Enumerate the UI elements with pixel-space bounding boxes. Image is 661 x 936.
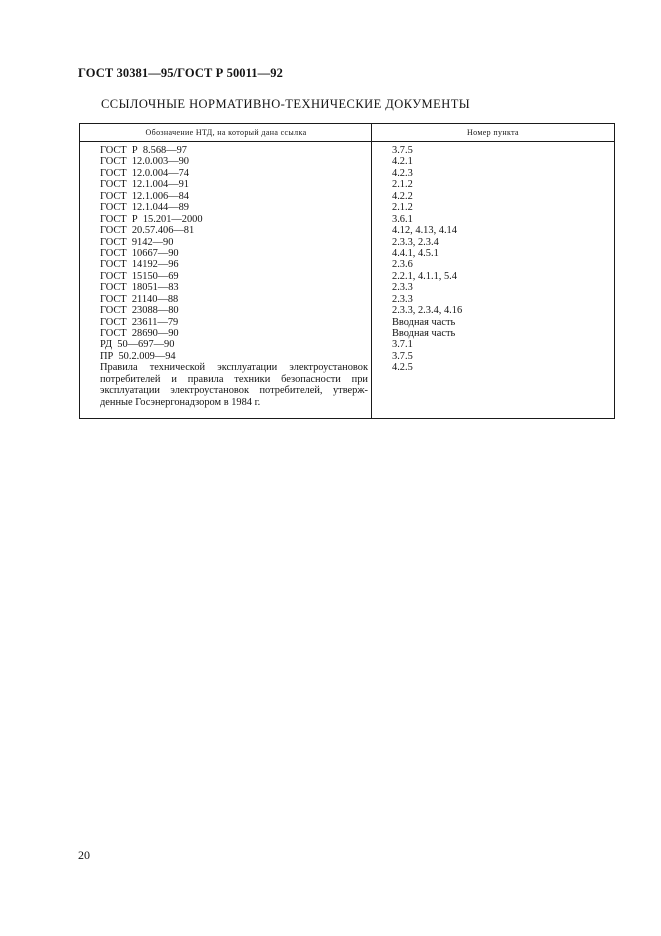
table-row-clause: 4.2.1 bbox=[392, 156, 413, 168]
table-row-document: ГОСТ Р 8.568—97 bbox=[100, 145, 187, 156]
column-divider bbox=[371, 124, 372, 418]
table-row-document: ГОСТ 23611—79 bbox=[100, 316, 179, 328]
table-row-clause: 2.3.6 bbox=[392, 259, 413, 271]
table-row-clause: 3.6.1 bbox=[392, 213, 413, 225]
table-header bbox=[80, 124, 614, 142]
note-line: Правила технической эксплуатации электроустановок bbox=[100, 362, 368, 374]
table-row-clause: 2.3.3, 2.3.4 bbox=[392, 236, 439, 248]
table-row-document: ГОСТ 28690—90 bbox=[100, 328, 179, 339]
note-line: эксплуатации электроустановок потребителей, утверж- bbox=[100, 385, 368, 397]
section-title: ССЫЛОЧНЫЕ НОРМАТИВНО-ТЕХНИЧЕСКИЕ ДОКУМЕНТЫ bbox=[101, 97, 471, 111]
table-row-document: ГОСТ 12.1.044—89 bbox=[100, 202, 190, 214]
table-row-document: ГОСТ 20.57.406—81 bbox=[100, 225, 195, 237]
table-row-document: ГОСТ 12.1.004—91 bbox=[100, 179, 190, 191]
table-row-clause: 4.2.2 bbox=[392, 190, 413, 202]
table-row-document: ПР 50.2.009—94 bbox=[100, 350, 176, 362]
table-row-clause: 4.4.1, 4.5.1 bbox=[392, 247, 439, 259]
table-row-clause: 2.1.2 bbox=[392, 179, 413, 191]
page-number: 20 bbox=[78, 848, 90, 862]
table-row-clause: Вводная часть bbox=[392, 316, 456, 328]
references-table bbox=[79, 123, 615, 419]
table-row-clause: 4.12, 4.13, 4.14 bbox=[392, 225, 457, 237]
table-row-document: ГОСТ 21140—88 bbox=[100, 293, 179, 305]
table-row-clause: 3.7.5 bbox=[392, 145, 413, 156]
table-row-clause: Вводная часть bbox=[392, 328, 456, 339]
note-line: потребителей и правила техники безопасности при bbox=[100, 373, 368, 385]
table-row-document: ГОСТ 12.0.004—74 bbox=[100, 167, 190, 179]
table-row-document: ГОСТ 12.1.006—84 bbox=[100, 190, 190, 202]
table-row-document: ГОСТ 15150—69 bbox=[100, 270, 179, 282]
table-row-document: ГОСТ 9142—90 bbox=[100, 236, 174, 248]
table-row-document: РД 50—697—90 bbox=[100, 339, 175, 351]
table-row-document: ГОСТ 23088—80 bbox=[100, 305, 179, 317]
table-row-clause: 4.2.5 bbox=[392, 362, 413, 374]
column-header-document: Обозначение НТД, на который дана ссылка bbox=[145, 128, 307, 137]
clause-column bbox=[392, 145, 607, 374]
table-row-clause: 4.2.3 bbox=[392, 167, 413, 179]
column-header-clause: Номер пункта bbox=[467, 128, 519, 137]
table-row-document: ГОСТ 14192—96 bbox=[100, 259, 179, 271]
table-row-clause: 2.3.3 bbox=[392, 293, 413, 305]
table-row-document: ГОСТ 10667—90 bbox=[100, 247, 179, 259]
note-line: денные Госэнергонадзором в 1984 г. bbox=[100, 396, 261, 408]
document-column bbox=[100, 145, 368, 408]
table-row-clause: 2.1.2 bbox=[392, 202, 413, 214]
table-row-document: ГОСТ Р 15.201—2000 bbox=[100, 213, 203, 225]
table-row-clause: 2.3.3 bbox=[392, 282, 413, 294]
table-row-document: ГОСТ 12.0.003—90 bbox=[100, 156, 190, 168]
table-row-clause: 2.2.1, 4.1.1, 5.4 bbox=[392, 270, 457, 282]
table-row-clause: 2.3.3, 2.3.4, 4.16 bbox=[392, 305, 463, 317]
document-header: ГОСТ 30381—95/ГОСТ Р 50011—92 bbox=[78, 66, 283, 80]
table-row-clause: 3.7.5 bbox=[392, 350, 413, 362]
table-row-clause: 3.7.1 bbox=[392, 339, 413, 351]
table-row-document: ГОСТ 18051—83 bbox=[100, 282, 179, 294]
